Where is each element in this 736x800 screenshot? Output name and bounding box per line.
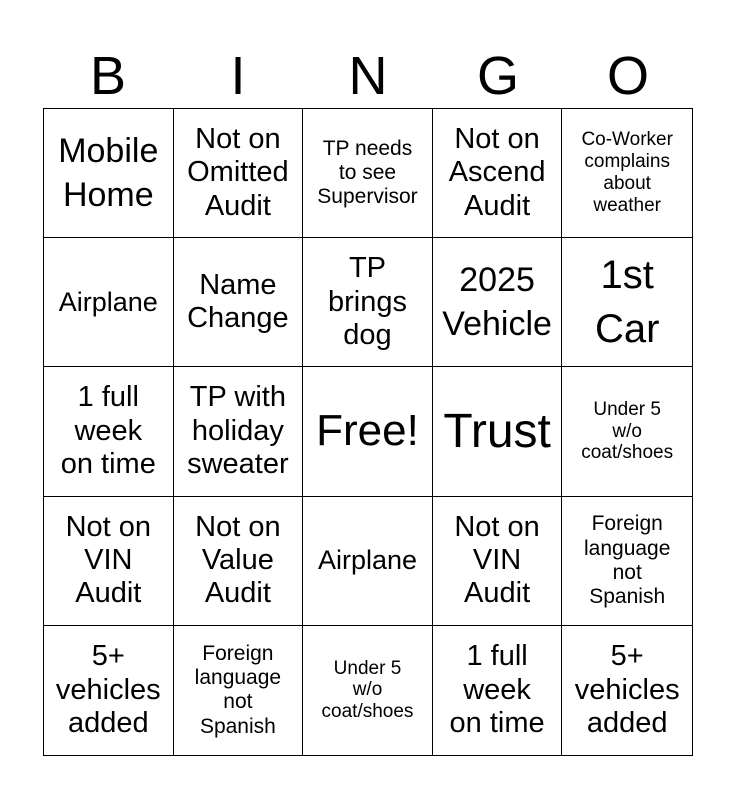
bingo-cell-r2-c4[interactable] bbox=[433, 238, 563, 367]
bingo-cell-text: TP with holiday sweater bbox=[187, 381, 289, 481]
bingo-cell-text: Airplane bbox=[58, 286, 158, 317]
bingo-cell-text: 2025 Vehicle bbox=[442, 261, 552, 344]
bingo-cell-r1-c1[interactable] bbox=[44, 109, 174, 238]
bingo-cell-text: Foreign language not Spanish bbox=[583, 512, 671, 608]
bingo-cell-r3-c1[interactable] bbox=[44, 367, 174, 496]
bingo-cell-r3-c5[interactable] bbox=[562, 367, 692, 496]
bingo-cell-r1-c2[interactable] bbox=[174, 109, 304, 238]
bingo-header bbox=[43, 44, 693, 108]
bingo-cell-r5-c1[interactable] bbox=[44, 626, 174, 755]
bingo-cell-r5-c4[interactable] bbox=[433, 626, 563, 755]
header-letter-n: N bbox=[348, 46, 388, 106]
bingo-cell-r4-c3[interactable] bbox=[303, 497, 433, 626]
bingo-cell-text: TP needs to see Supervisor bbox=[317, 136, 418, 209]
bingo-cell-text: 1st Car bbox=[594, 253, 660, 352]
bingo-cell-r2-c5[interactable] bbox=[562, 238, 692, 367]
bingo-cell-r2-c2[interactable] bbox=[174, 238, 304, 367]
header-letter-o: O bbox=[606, 46, 649, 106]
bingo-cell-r5-c5[interactable] bbox=[562, 626, 692, 755]
bingo-cell-text: Co-Worker complains about weather bbox=[581, 129, 673, 216]
bingo-cell-r5-c3[interactable] bbox=[303, 626, 433, 755]
bingo-cell-text: Airplane bbox=[317, 545, 418, 576]
bingo-cell-text: Not on Ascend Audit bbox=[448, 123, 546, 222]
bingo-cell-r5-c2[interactable] bbox=[174, 626, 304, 755]
bingo-cell-r4-c1[interactable] bbox=[44, 497, 174, 626]
bingo-cell-text: 5+ vehicles added bbox=[574, 640, 680, 740]
bingo-cell-text: Under 5 w/o coat/shoes bbox=[581, 398, 674, 464]
bingo-cell-text: Not on Omitted Audit bbox=[187, 123, 289, 222]
bingo-cell-text: TP brings dog bbox=[327, 252, 407, 351]
header-letter-g: G bbox=[476, 46, 519, 106]
header-letter-i: I bbox=[230, 46, 246, 106]
bingo-cell-r1-c5[interactable] bbox=[562, 109, 692, 238]
free-space-cell[interactable] bbox=[303, 367, 433, 496]
bingo-cell-r3-c2[interactable] bbox=[174, 367, 304, 496]
bingo-cell-text: Under 5 w/o coat/shoes bbox=[321, 657, 414, 723]
free-space-label: Free! bbox=[316, 406, 419, 456]
bingo-cell-text: Not on Value Audit bbox=[195, 510, 281, 610]
bingo-cell-text: Not on VIN Audit bbox=[65, 510, 152, 610]
bingo-cell-text: 1 full week on time bbox=[60, 381, 156, 481]
header-letter-b: B bbox=[89, 46, 127, 106]
bingo-grid bbox=[43, 108, 693, 756]
bingo-cell-r4-c2[interactable] bbox=[174, 497, 304, 626]
bingo-cell-text: 5+ vehicles added bbox=[55, 640, 161, 740]
bingo-cell-text: Foreign language not Spanish bbox=[194, 642, 282, 738]
bingo-cell-text: Trust bbox=[443, 404, 551, 458]
bingo-cell-r3-c4[interactable] bbox=[433, 367, 563, 496]
bingo-cell-text: Name Change bbox=[187, 268, 289, 335]
bingo-cell-r1-c3[interactable] bbox=[303, 109, 433, 238]
bingo-cell-r2-c1[interactable] bbox=[44, 238, 174, 367]
bingo-cell-r4-c5[interactable] bbox=[562, 497, 692, 626]
bingo-cell-r2-c3[interactable] bbox=[303, 238, 433, 367]
bingo-cell-r4-c4[interactable] bbox=[433, 497, 563, 626]
bingo-cell-text: Mobile Home bbox=[58, 131, 159, 215]
bingo-cell-r1-c4[interactable] bbox=[433, 109, 563, 238]
bingo-cell-text: Not on VIN Audit bbox=[454, 510, 540, 610]
bingo-cell-text: 1 full week on time bbox=[449, 640, 545, 740]
